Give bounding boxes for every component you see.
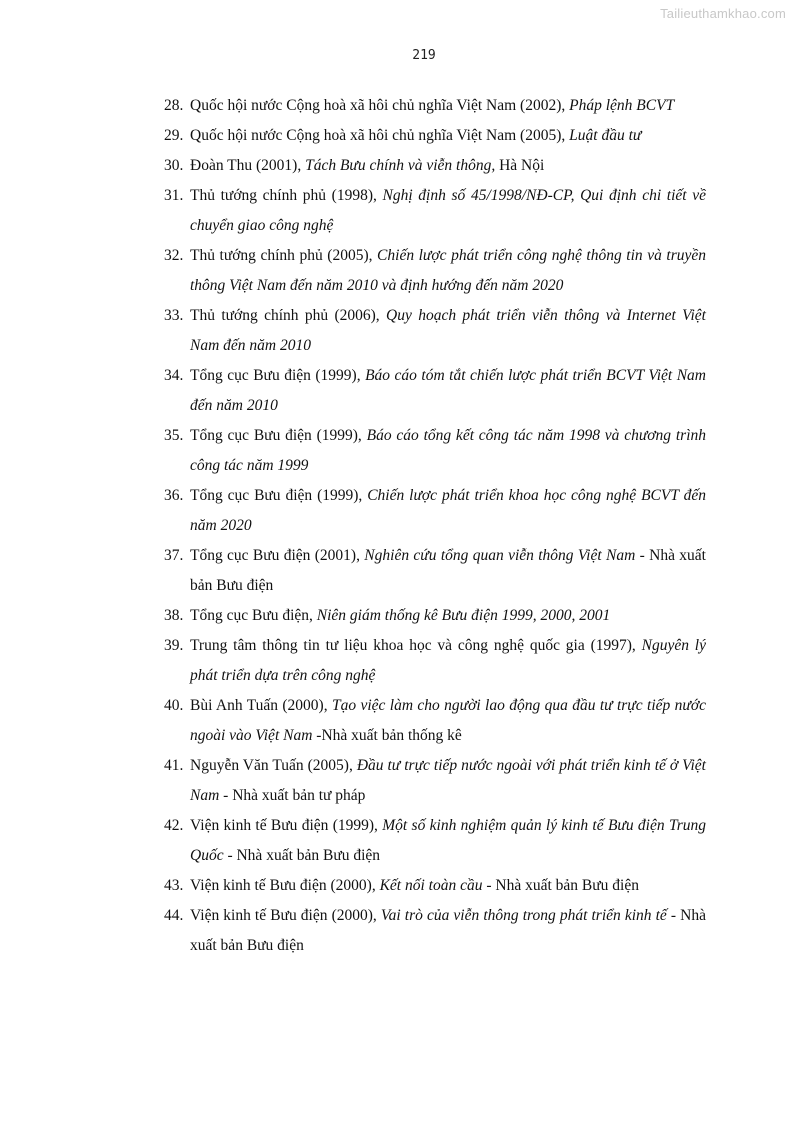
reference-author: Thủ tướng chính phủ (1998),: [190, 187, 383, 204]
reference-title: Chiến lược phát triển công nghệ thông tin và truyền thông Việt Nam đến năm 2010 và định hướng đến năm 2020: [190, 247, 706, 294]
reference-title: Báo cáo tổng kết công tác năm 1998 và chương trình công tác năm 1999: [190, 427, 707, 474]
reference-title: Tạo việc làm cho người lao động qua đầu tư trực tiếp nước ngoài vào Việt Nam: [190, 697, 706, 744]
reference-item: [164, 901, 706, 961]
reference-item: [164, 691, 706, 751]
reference-title: Một số kinh nghiệm quản lý kinh tế Bưu điện Trung Quốc: [190, 817, 706, 864]
reference-publisher: - Nhà xuất bản Bưu điện: [223, 847, 381, 864]
reference-title: Quy hoạch phát triển viễn thông và Internet Việt Nam đến năm 2010: [190, 307, 706, 354]
reference-title: Chiến lược phát triển khoa học công nghệ BCVT đến năm 2020: [190, 487, 707, 534]
reference-number: 39.: [164, 637, 184, 654]
reference-item: [164, 751, 706, 811]
reference-title: Luật đầu tư: [569, 127, 642, 144]
reference-number: 44.: [164, 907, 184, 924]
reference-author: Tổng cục Bưu điện (2001),: [190, 547, 365, 564]
reference-author: Thủ tướng chính phủ (2005),: [190, 247, 378, 264]
reference-item: [164, 541, 706, 601]
reference-title: Nghị định số 45/1998/NĐ-CP, Qui định chi tiết về chuyển giao công nghệ: [190, 187, 706, 234]
reference-number: 30.: [164, 157, 184, 174]
reference-author: Quốc hội nước Cộng hoà xã hôi chủ nghĩa Việt Nam (2005),: [190, 127, 570, 144]
reference-author: Viện kinh tế Bưu điện (2000),: [190, 877, 380, 894]
reference-publisher: Hà Nội: [495, 157, 545, 174]
reference-number: 29.: [164, 127, 184, 144]
reference-publisher: - Nhà xuất bản Bưu điện: [190, 547, 706, 594]
reference-title: Tách Bưu chính và viễn thông,: [305, 157, 496, 174]
reference-item: [164, 601, 706, 631]
reference-item: [164, 421, 706, 481]
reference-author: Tổng cục Bưu điện,: [190, 607, 317, 624]
reference-author: Viện kinh tế Bưu điện (2000),: [190, 907, 381, 924]
reference-item: [164, 811, 706, 871]
reference-title: Pháp lệnh BCVT: [569, 97, 675, 114]
reference-number: 38.: [164, 607, 184, 624]
reference-item: [164, 481, 706, 541]
reference-author: Thủ tướng chính phủ (2006),: [190, 307, 387, 324]
reference-number: 42.: [164, 817, 184, 834]
reference-item: [164, 241, 706, 301]
reference-author: Tổng cục Bưu điện (1999),: [190, 367, 366, 384]
reference-author: Viện kinh tế Bưu điện (1999),: [190, 817, 383, 834]
reference-number: 31.: [164, 187, 184, 204]
reference-item: [164, 91, 706, 121]
reference-number: 33.: [164, 307, 184, 324]
reference-title: Đầu tư trực tiếp nước ngoài với phát triển kinh tế ở Việt Nam: [190, 757, 706, 804]
reference-title: Vai trò của viễn thông trong phát triển kinh tế: [380, 907, 667, 924]
reference-number: 41.: [164, 757, 184, 774]
reference-list: [164, 91, 706, 961]
reference-publisher: - Nhà xuất bản tư pháp: [219, 787, 366, 804]
reference-item: [164, 121, 706, 151]
reference-item: [164, 871, 706, 901]
reference-author: Bùi Anh Tuấn (2000),: [190, 697, 332, 714]
reference-item: [164, 151, 706, 181]
reference-item: [164, 361, 706, 421]
reference-number: 32.: [164, 247, 184, 264]
reference-publisher: -Nhà xuất bản thống kê: [312, 727, 462, 744]
reference-number: 37.: [164, 547, 184, 564]
reference-number: 28.: [164, 97, 184, 114]
reference-title: Kết nối toàn cầu: [379, 877, 483, 894]
reference-number: 43.: [164, 877, 184, 894]
reference-number: 35.: [164, 427, 184, 444]
reference-item: [164, 181, 706, 241]
reference-title: Nguyên lý phát triển dựa trên công nghệ: [190, 637, 706, 684]
watermark: Tailieuthamkhao.com: [660, 6, 786, 21]
reference-title: Nghiên cứu tổng quan viễn thông Việt Nam: [364, 547, 636, 564]
reference-number: 36.: [164, 487, 184, 504]
reference-publisher: - Nhà xuất bản Bưu điện: [482, 877, 639, 894]
reference-author: Tổng cục Bưu điện (1999),: [190, 427, 367, 444]
reference-item: [164, 631, 706, 691]
reference-author: Quốc hội nước Cộng hoà xã hôi chủ nghĩa Việt Nam (2002),: [190, 97, 570, 114]
reference-title: Báo cáo tóm tắt chiến lược phát triển BCVT Việt Nam đến năm 2010: [190, 367, 706, 414]
reference-author: Nguyễn Văn Tuấn (2005),: [190, 757, 357, 774]
reference-title: Niên giám thống kê Bưu điện 1999, 2000, 2001: [316, 607, 611, 624]
reference-publisher: - Nhà xuất bản Bưu điện: [190, 907, 706, 954]
reference-number: 34.: [164, 367, 184, 384]
page-number: 219: [412, 48, 436, 63]
reference-author: Đoàn Thu (2001),: [190, 157, 306, 174]
reference-author: Tổng cục Bưu điện (1999),: [190, 487, 368, 504]
reference-number: 40.: [164, 697, 184, 714]
reference-item: [164, 301, 706, 361]
reference-author: Trung tâm thông tin tư liệu khoa học và công nghệ quốc gia (1997),: [190, 637, 642, 654]
